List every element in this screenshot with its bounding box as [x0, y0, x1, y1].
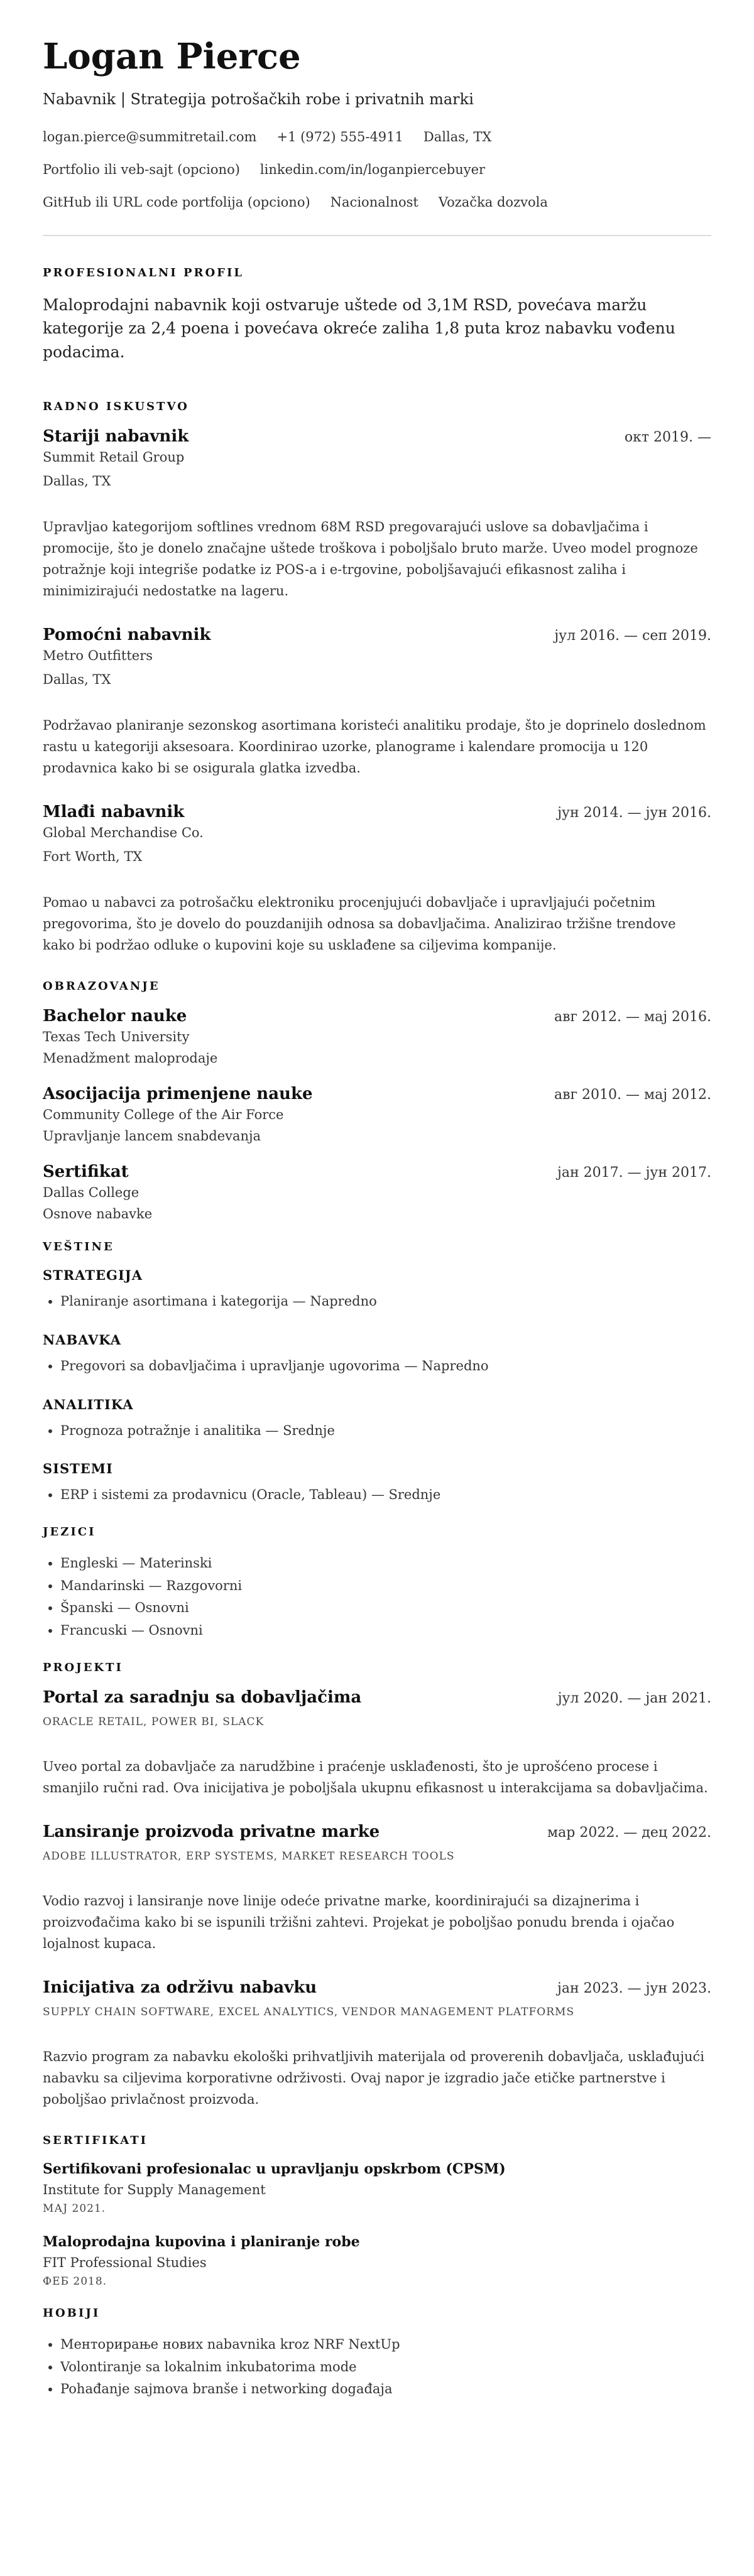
company-name: Summit Retail Group [43, 450, 185, 465]
drivers-license: Vozačka dozvola [438, 194, 548, 210]
job-date: јул 2016. — сеп 2019. [554, 628, 711, 644]
project-item [43, 1822, 711, 1954]
languages-section [43, 1525, 711, 1642]
job-date: окт 2019. — [624, 430, 711, 446]
job-title: Stariji nabavnik [43, 427, 189, 446]
education-date: јан 2017. — јун 2017. [557, 1165, 711, 1181]
project-date: мар 2022. — дец 2022. [547, 1824, 711, 1841]
nationality: Nacionalnost [330, 194, 418, 210]
certificate-name: Maloprodajna kupovina i planiranje robe [43, 2233, 360, 2250]
certificate-org: FIT Professional Studies [43, 2254, 207, 2270]
field-of-study: Osnove nabavke [43, 1206, 153, 1222]
section-title-profile: PROFESIONALNI PROFIL [43, 266, 244, 279]
project-description: Razvio program za nabavku ekološki prihvatljivih materijala od proverenih dobavljača, usklađujući nabavku sa ciljevima korporativne održivosti. Ovaj napor je izgradio jače etičke partnerstve i poboljšao privlačnost proizvoda. [43, 2048, 704, 2107]
project-name: Inicijativa za održivu nabavku [43, 1978, 317, 1997]
github-link[interactable]: GitHub ili URL code portfolija (opciono) [43, 194, 310, 210]
project-description: Uveo portal za dobavljače za narudžbine i praćenje usklađenosti, što je uprošćeno procese i smanjilo ručni rad. Ova inicijativa je poboljšala ukupnu efikasnost u interakcijama sa dobavljačima. [43, 1758, 708, 1795]
contact-row-3 [43, 195, 711, 210]
email-link[interactable]: logan.pierce@summitretail.com [43, 129, 257, 144]
section-title-projects: PROJEKTI [43, 1660, 123, 1674]
education-item [43, 1085, 711, 1144]
section-title-education: OBRAZOVANJE [43, 980, 160, 993]
contact-row-1 [43, 129, 711, 144]
certificate-name: Sertifikovani profesionalac u upravljanju opskrbom (CPSM) [43, 2160, 506, 2177]
field-of-study: Upravljanje lancem snabdevanja [43, 1128, 261, 1144]
hobby-item: • Менторирање нових nabavnika kroz NRF NextUp [60, 2334, 711, 2356]
project-name: Lansiranje proizvoda privatne marke [43, 1822, 380, 1841]
skill-list [43, 1484, 711, 1507]
person-name: Logan Pierce [43, 36, 301, 77]
language-item: • Engleski — Materinski [60, 1552, 711, 1575]
project-item [43, 1688, 711, 1799]
section-title-certificates: SERTIFIKATI [43, 2133, 148, 2147]
language-list [43, 1552, 711, 1642]
language-item: • Španski — Osnovni [60, 1597, 711, 1620]
skill-category: ANALITIKA [43, 1396, 134, 1412]
experience-item [43, 427, 711, 602]
skill-item: • Planiranje asortimana i kategorija — Napredno [60, 1291, 711, 1313]
language-item: • Francuski — Osnovni [60, 1620, 711, 1642]
skill-list [43, 1291, 711, 1313]
job-title: Mlađi nabavnik [43, 803, 185, 822]
project-description: Vodio razvoj i lansiranje nove linije odeće privatne marke, koordinirajući sa dizajnerima i proizvođačima kako bi se ispunili tržišni zahtevi. Projekat je poboljšao ponudu brenda i ojačao lojalnost kupaca. [43, 1893, 675, 1951]
education-item [43, 1162, 711, 1221]
skill-category: STRATEGIJA [43, 1267, 143, 1284]
certificate-date: МАЈ 2021. [43, 2202, 106, 2215]
skill-item: • Prognoza potražnje i analitika — Srednje [60, 1420, 711, 1442]
header-divider [43, 235, 711, 236]
project-name: Portal za saradnju sa dobavljačima [43, 1687, 362, 1707]
job-location: Dallas, TX [43, 672, 111, 688]
hobby-item: • Volontiranje sa lokalnim inkubatorima mode [60, 2356, 711, 2379]
profile-summary: Maloprodajni nabavnik koji ostvaruje uštede od 3,1M RSD, povećava maržu kategorije za 2,4 poena i povećava okreće zaliha 1,8 puta kroz nabavku vođenu podacima. [43, 295, 675, 361]
company-name: Global Merchandise Co. [43, 825, 204, 841]
language-item: • Mandarinski — Razgovorni [60, 1575, 711, 1598]
company-name: Metro Outfitters [43, 648, 153, 664]
contact-row-2 [43, 162, 711, 177]
experience-section [43, 400, 711, 956]
experience-item [43, 625, 711, 779]
certificates-section [43, 2134, 711, 2288]
phone-number: +1 (972) 555-4911 [276, 129, 403, 144]
section-title-skills: VEŠTINE [43, 1240, 114, 1254]
linkedin-link[interactable]: linkedin.com/in/loganpiercebuyer [260, 161, 486, 177]
job-description: Podržavao planiranje sezonskog asortimana koristeći analitiku prodaje, što je doprinelo doslednom rastu u kategoriji aksesoara. Koordinirao uzorke, planograme i kalendare promocija u 120 prodavnica kako bi se osigurala glatka izvedba. [43, 718, 706, 776]
job-title: Pomoćni nabavnik [43, 625, 211, 645]
job-description: Upravljao kategorijom softlines vrednom 68M RSD pregovarajući uslove sa dobavljačima i promocije, što je donelo značajne uštede troškova i poboljšalo bruto marže. Uveo model prognoze potražnje koji integriše podatke iz POS-a i e-trgovine, poboljšavajući efikasnost zaliha i minimizirajući nedostatke na lageru. [43, 519, 698, 599]
degree-title: Asocijacija primenjene nauke [43, 1085, 313, 1104]
education-section [43, 980, 711, 1221]
section-title-languages: JEZICI [43, 1525, 96, 1539]
field-of-study: Menadžment maloprodaje [43, 1051, 218, 1066]
education-item [43, 1007, 711, 1066]
hobby-list [43, 2334, 711, 2401]
job-location: Fort Worth, TX [43, 849, 143, 865]
section-title-experience: RADNO ISKUSTVO [43, 400, 189, 414]
project-item [43, 1978, 711, 2110]
resume-header [43, 38, 711, 210]
portfolio-link[interactable]: Portfolio ili veb-sajt (opciono) [43, 161, 240, 177]
project-tech: ADOBE ILLUSTRATOR, ERP SYSTEMS, MARKET RESEARCH TOOLS [43, 1849, 455, 1863]
profile-section [43, 266, 711, 364]
project-tech: SUPPLY CHAIN SOFTWARE, EXCEL ANALYTICS, VENDOR MANAGEMENT PLATFORMS [43, 2005, 575, 2018]
certificate-item [43, 2161, 711, 2215]
school-name: Community College of the Air Force [43, 1107, 284, 1123]
project-date: јул 2020. — јан 2021. [557, 1690, 711, 1706]
location: Dallas, TX [423, 129, 492, 144]
job-date: јун 2014. — јун 2016. [557, 805, 711, 821]
education-date: авг 2010. — мај 2012. [554, 1087, 711, 1103]
certificate-item [43, 2234, 711, 2288]
project-tech: ORACLE RETAIL, POWER BI, SLACK [43, 1715, 265, 1728]
skill-list [43, 1420, 711, 1442]
school-name: Texas Tech University [43, 1029, 190, 1045]
skill-item: • ERP i sistemi za prodavnicu (Oracle, Tableau) — Srednje [60, 1484, 711, 1507]
certificate-date: ФЕБ 2018. [43, 2275, 107, 2288]
skill-category: NABAVKA [43, 1331, 121, 1348]
degree-title: Bachelor nauke [43, 1007, 187, 1026]
hobbies-section [43, 2307, 711, 2401]
experience-item [43, 803, 711, 956]
certificate-org: Institute for Supply Management [43, 2182, 266, 2197]
degree-title: Sertifikat [43, 1162, 129, 1182]
skill-list [43, 1355, 711, 1378]
skills-section [43, 1240, 711, 1507]
skill-category: SISTEMI [43, 1461, 113, 1477]
headline: Nabavnik | Strategija potrošačkih robe i privatnih marki [43, 90, 474, 108]
hobby-item: • Pohađanje sajmova branše i networking događaja [60, 2378, 711, 2401]
education-date: авг 2012. — мај 2016. [554, 1009, 711, 1026]
job-description: Pomao u nabavci za potrošačku elektroniku procenjujući dobavljače i upravljajući početnim pregovorima, što je dovelo do pouzdanijih odnosa sa dobavljačima. Analizirao tržišne trendove kako bi podržao odluke o kupovini koje su usklađene sa ciljevima kompanije. [43, 895, 676, 953]
job-location: Dallas, TX [43, 474, 111, 489]
school-name: Dallas College [43, 1185, 139, 1201]
skill-item: • Pregovori sa dobavljačima i upravljanje ugovorima — Napredno [60, 1355, 711, 1378]
section-title-hobbies: HOBIJI [43, 2306, 101, 2320]
projects-section [43, 1661, 711, 2110]
project-date: јан 2023. — јун 2023. [557, 1980, 711, 1996]
